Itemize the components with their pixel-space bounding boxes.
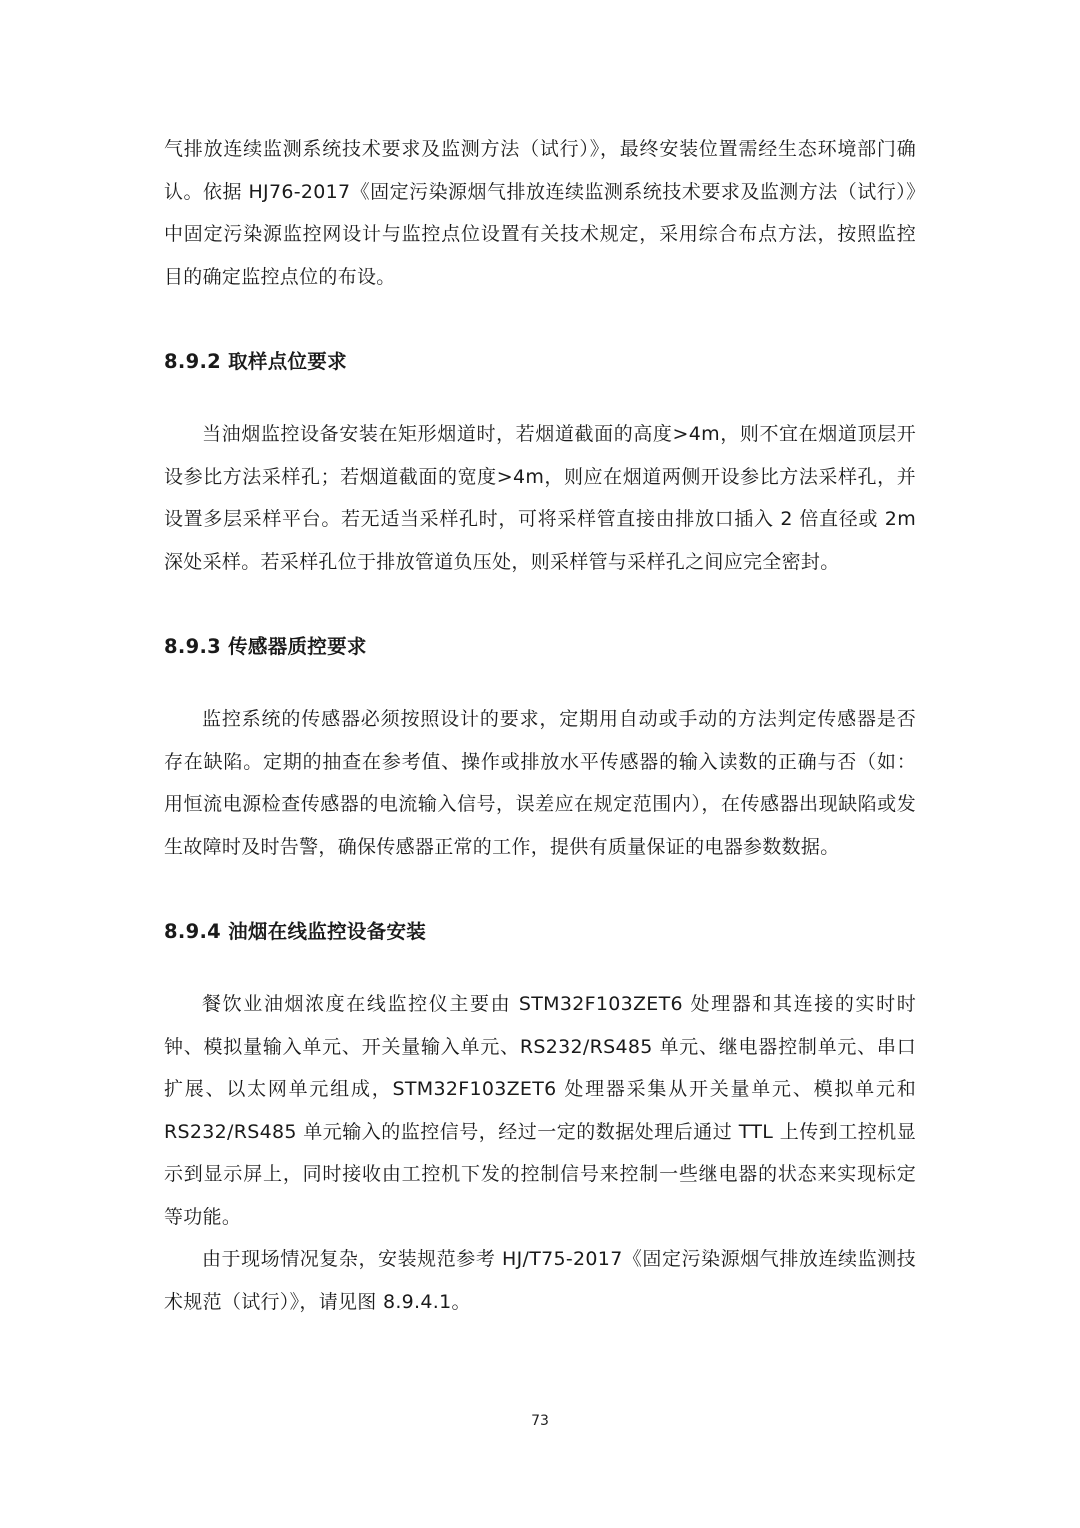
section-heading-8-9-2: 8.9.2 取样点位要求 (164, 350, 347, 373)
section-heading-8-9-4: 8.9.4 油烟在线监控设备安装 (164, 920, 427, 943)
page-content (164, 128, 916, 1323)
page-number: 73 (531, 1413, 549, 1429)
section-8-9-4-paragraph-2: 由于现场情况复杂，安装规范参考 HJ/T75-2017《固定污染源烟气排放连续监测技术规范（试行）》，请见图 8.9.4.1。 (164, 1248, 916, 1313)
section-8-9-3-paragraph: 监控系统的传感器必须按照设计的要求，定期用自动或手动的方法判定传感器是否存在缺陷。定期的抽查在参考值、操作或排放水平传感器的输入读数的正确与否（如：用恒流电源检查传感器的电流输入信号，误差应在规定范围内），在传感器出现缺陷或发生故障时及时告警，确保传感器正常的工作，提供有质量保证的电器参数数据。 (164, 708, 916, 858)
section-8-9-2-paragraph: 当油烟监控设备安装在矩形烟道时，若烟道截面的高度>4m，则不宜在烟道顶层开设参比方法采样孔；若烟道截面的宽度>4m，则应在烟道两侧开设参比方法采样孔，并设置多层采样平台。若无适当采样孔时，可将采样管直接由排放口插入 2 倍直径或 2m 深处采样。若采样孔位于排放管道负压处，则采样管与采样孔之间应完全密封。 (164, 423, 916, 573)
section-8-9-4-paragraph-1: 餐饮业油烟浓度在线监控仪主要由 STM32F103ZET6 处理器和其连接的实时时钟、模拟量输入单元、开关量输入单元、RS232/RS485 单元、继电器控制单元、串口扩展、以太网单元组成，STM32F103ZET6 处理器采集从开关量单元、模拟单元和 RS232/RS485 单元输入的监控信号，经过一定的数据处理后通过 TTL 上传到工控机显示到显示屏上，同时接收由工控机下发的控制信号来控制一些继电器的状态来实现标定等功能。 (164, 993, 916, 1228)
section-heading-8-9-3: 8.9.3 传感器质控要求 (164, 635, 367, 658)
intro-paragraph: 气排放连续监测系统技术要求及监测方法（试行）》，最终安装位置需经生态环境部门确认。依据 HJ76-2017《固定污染源烟气排放连续监测系统技术要求及监测方法（试行）》中固定污染源监控网设计与监控点位设置有关技术规定，采用综合布点方法，按照监控目的确定监控点位的布设。 (164, 138, 916, 288)
